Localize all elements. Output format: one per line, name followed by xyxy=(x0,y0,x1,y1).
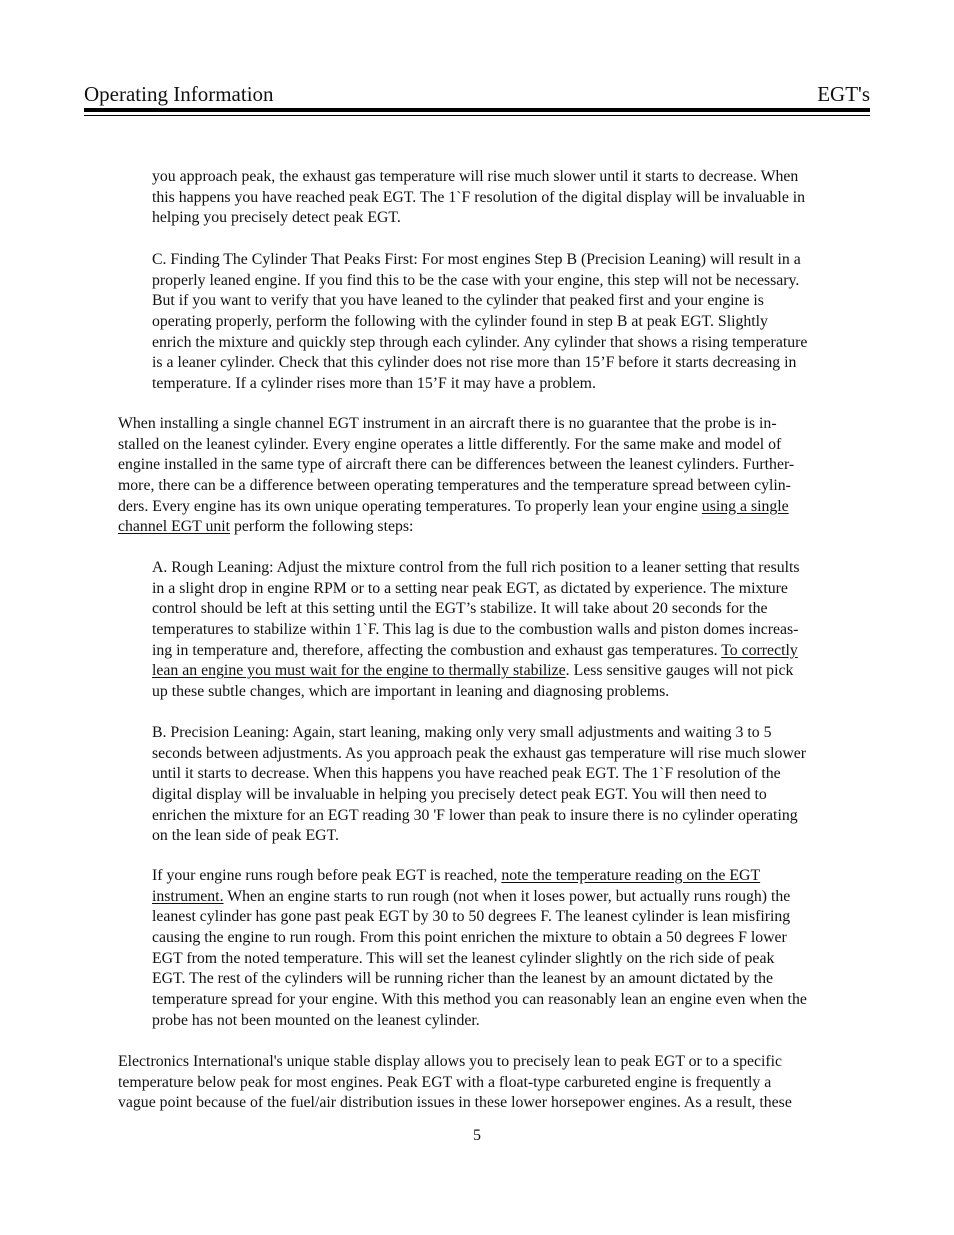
text-line xyxy=(152,806,870,827)
text-run: perform the following steps: xyxy=(230,518,414,536)
text-line xyxy=(118,497,870,518)
text-line xyxy=(152,723,870,744)
text-run: But if you want to verify that you have leaned to the cylinder that peaked first and your engine is xyxy=(152,292,764,310)
text-line xyxy=(118,1073,870,1094)
text-run: until it starts to decrease. When this happens you have reached peak EGT. The 1`F resolution of the xyxy=(152,765,781,783)
text-run: ing in temperature and, therefore, affecting the combustion and exhaust gas temperatures. xyxy=(152,641,722,659)
text-run: helping you precisely detect peak EGT. xyxy=(152,209,401,227)
text-line xyxy=(152,887,870,908)
text-run: probe has not been mounted on the leanest cylinder. xyxy=(152,1011,480,1029)
paragraph-p1 xyxy=(152,167,870,229)
text-run: temperature. If a cylinder rises more than 15’F it may have a problem. xyxy=(152,374,596,392)
text-run: temperatures to stabilize within 1`F. This lag is due to the combustion walls and piston domes increas- xyxy=(152,620,799,638)
page-header xyxy=(84,80,870,110)
text-run: operating properly, perform the following with the cylinder found in step B at peak EGT. Slightly xyxy=(152,312,768,330)
text-line xyxy=(152,785,870,806)
text-line xyxy=(152,312,870,333)
text-line xyxy=(152,744,870,765)
paragraph-p4 xyxy=(152,558,870,703)
text-run: temperature spread for your engine. With this method you can reasonably lean an engine even when the xyxy=(152,990,807,1008)
text-line xyxy=(152,969,870,990)
text-run: more, there can be a difference between operating temperatures and the temperature spread between cylin- xyxy=(118,476,791,494)
text-run: digital display will be invaluable in helping you precisely detect peak EGT. You will then need to xyxy=(152,785,767,803)
paragraph-p2 xyxy=(152,250,870,395)
text-line xyxy=(152,579,870,600)
text-line xyxy=(152,208,870,229)
text-line xyxy=(152,990,870,1011)
text-line xyxy=(152,826,870,847)
paragraph-p6 xyxy=(152,866,870,1031)
text-run: . Less sensitive gauges will not pick xyxy=(565,662,794,680)
text-line xyxy=(152,907,870,928)
header-rule-thin xyxy=(84,115,870,116)
text-run: EGT from the noted temperature. This will set the leanest cylinder slightly on the rich side of peak xyxy=(152,949,775,967)
text-run: in a slight drop in engine RPM or to a setting near peak EGT, as dictated by experience. The mixture xyxy=(152,579,788,597)
text-run: is a leaner cylinder. Check that this cylinder does not rise more than 15’F before it starts decreasing in xyxy=(152,354,797,372)
text-run: control should be left at this setting until the EGT’s stabilize. It will take about 20 seconds for the xyxy=(152,600,768,618)
paragraph-p5 xyxy=(152,723,870,847)
text-run: stalled on the leanest cylinder. Every engine operates a little differently. For the same make and model of xyxy=(118,435,782,453)
text-line xyxy=(118,455,870,476)
text-run: ders. Every engine has its own unique operating temperatures. To properly lean your engine xyxy=(118,497,702,515)
text-run: EGT. The rest of the cylinders will be running richer than the leanest by an amount dictated by the xyxy=(152,970,774,988)
underlined-text: instrument. xyxy=(152,887,224,905)
text-line xyxy=(118,1093,870,1114)
text-run: When an engine starts to run rough (not when it loses power, but actually runs rough) the xyxy=(223,887,791,905)
text-line xyxy=(152,167,870,188)
text-line xyxy=(152,188,870,209)
underlined-text: note the temperature reading on the EGT xyxy=(501,867,761,884)
text-line xyxy=(152,928,870,949)
text-line xyxy=(118,414,870,435)
text-line xyxy=(152,333,870,354)
text-run: leanest cylinder has gone past peak EGT by 30 to 50 degrees F. The leanest cylinder is lean misfiring xyxy=(152,908,791,926)
text-line xyxy=(118,435,870,456)
underlined-text: lean an engine you must wait for the engine to thermally stabilize xyxy=(152,662,566,680)
text-line xyxy=(152,661,870,682)
text-run: properly leaned engine. If you find this to be the case with your engine, this step will not be necessary. xyxy=(152,271,800,289)
text-run: up these subtle changes, which are important in leaning and diagnosing problems. xyxy=(152,682,670,700)
text-run: on the lean side of peak EGT. xyxy=(152,827,340,845)
underlined-text: channel EGT unit xyxy=(118,518,231,536)
text-line xyxy=(152,620,870,641)
text-line xyxy=(152,641,870,662)
text-line xyxy=(118,1052,870,1073)
text-run: seconds between adjustments. As you approach peak the exhaust gas temperature will rise much slower xyxy=(152,744,807,762)
header-rule-thick xyxy=(84,108,870,112)
text-run: Electronics International's unique stable display allows you to precisely lean to peak EGT or to a specific xyxy=(118,1053,783,1070)
text-run: enrichen the mixture for an EGT reading 30 'F lower than peak to insure there is no cylinder operating xyxy=(152,806,798,824)
text-line xyxy=(152,1011,870,1032)
text-line xyxy=(152,866,870,887)
text-line xyxy=(152,250,870,271)
header-section-title: EGT's xyxy=(817,82,870,106)
text-run: A. Rough Leaning: Adjust the mixture control from the full rich position to a leaner setting that results xyxy=(152,559,800,576)
text-run: enrich the mixture and quickly step through each cylinder. Any cylinder that shows a rising temperature xyxy=(152,333,808,351)
text-run: B. Precision Leaning: Again, start leaning, making only very small adjustments and waiting 3 to 5 xyxy=(152,724,772,741)
text-run: temperature below peak for most engines. Peak EGT with a float-type carbureted engine is frequently a xyxy=(118,1073,772,1091)
text-run: When installing a single channel EGT instrument in an aircraft there is no guarantee that the probe is in- xyxy=(118,415,777,432)
text-run: this happens you have reached peak EGT. The 1`F resolution of the digital display will be invaluable in xyxy=(152,188,806,206)
text-line xyxy=(152,353,870,374)
text-line xyxy=(152,374,870,395)
paragraph-p7 xyxy=(118,1052,870,1114)
text-line xyxy=(118,476,870,497)
text-line xyxy=(152,949,870,970)
header-title: Operating Information xyxy=(84,82,274,106)
text-run: engine installed in the same type of aircraft there can be differences between the leanest cylinders. Further- xyxy=(118,456,795,474)
text-run: If your engine runs rough before peak EGT is reached, xyxy=(152,867,502,884)
paragraph-p3 xyxy=(118,414,870,538)
text-line xyxy=(152,682,870,703)
text-line xyxy=(152,291,870,312)
text-run: vague point because of the fuel/air distribution issues in these lower horsepower engines. As a result, these xyxy=(118,1094,792,1112)
text-line xyxy=(118,517,870,538)
text-line xyxy=(152,271,870,292)
text-run: C. Finding The Cylinder That Peaks First: For most engines Step B (Precision Leaning) will result in a xyxy=(152,251,801,268)
text-run: causing the engine to run rough. From this point enrichen the mixture to obtain a 50 degrees F lower xyxy=(152,928,787,946)
text-line xyxy=(152,599,870,620)
page-number: 5 xyxy=(473,1127,481,1144)
text-line xyxy=(152,764,870,785)
underlined-text: To correctly xyxy=(721,641,798,659)
underlined-text: using a single xyxy=(701,497,789,515)
text-line xyxy=(152,558,870,579)
text-run: you approach peak, the exhaust gas temperature will rise much slower until it starts to decrease. When xyxy=(152,168,799,185)
